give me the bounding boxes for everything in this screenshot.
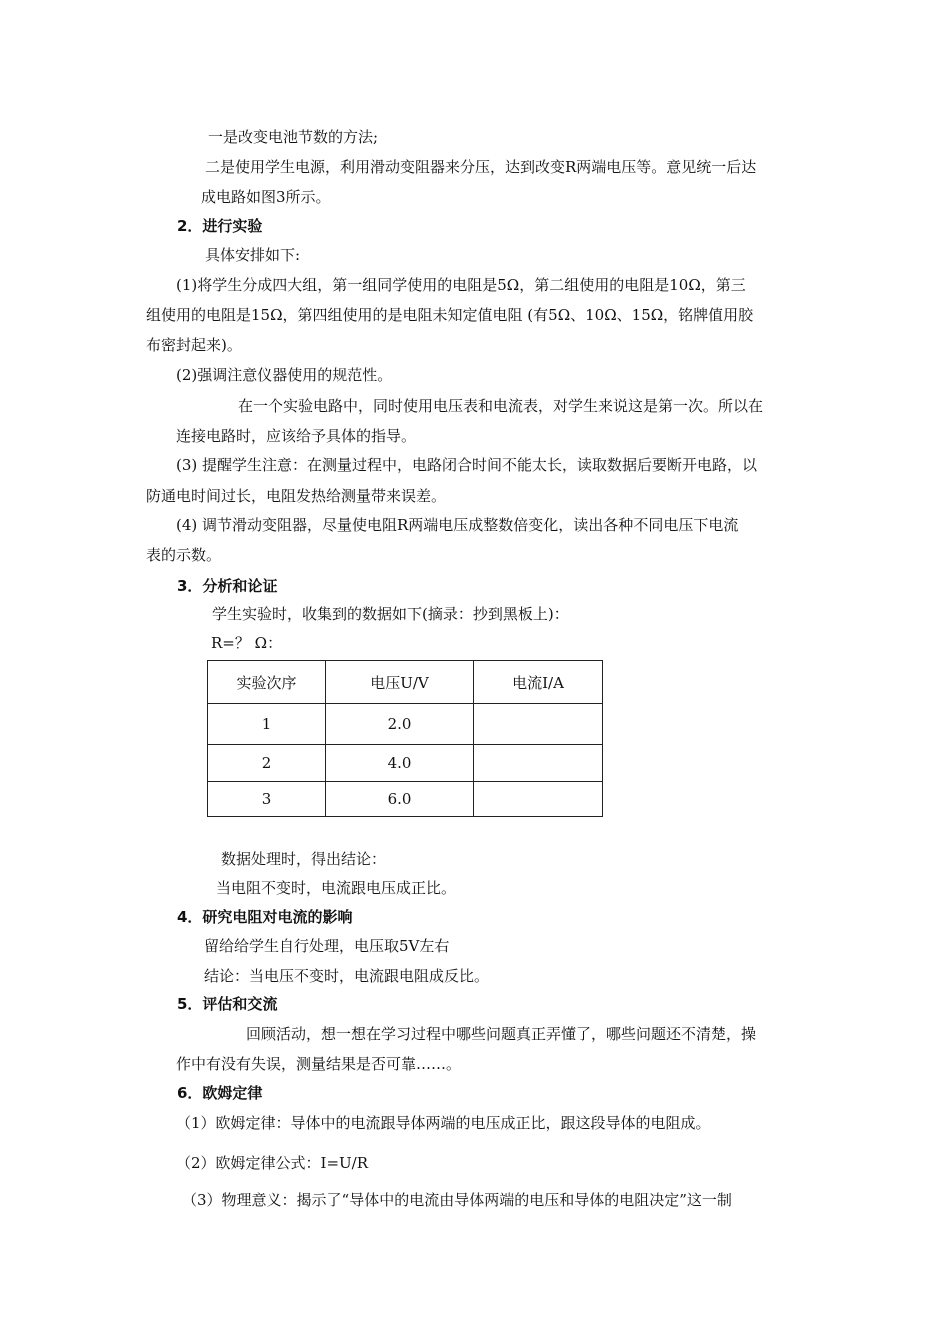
text-line: (3) 提醒学生注意：在测量过程中，电路闭合时间不能太长，读取数据后要断开电路，以 xyxy=(176,456,758,474)
text-line: 二是使用学生电源，利用滑动变阻器来分压，达到改变R两端电压等。意见统一后达 xyxy=(205,158,757,176)
section-heading: 2．进行实验 xyxy=(177,217,263,235)
text-line: 一是改变电池节数的方法; xyxy=(208,128,379,146)
table-header-row xyxy=(208,661,603,704)
table-cell: 6.0 xyxy=(326,782,474,817)
section-heading: 6．欧姆定律 xyxy=(177,1084,263,1102)
table-cell xyxy=(474,782,603,817)
text-line: 当电阻不变时，电流跟电压成正比。 xyxy=(216,879,457,897)
text-line: 成电路如图3所示。 xyxy=(201,188,331,206)
text-line: 学生实验时，收集到的数据如下(摘录：抄到黑板上)： xyxy=(212,605,569,623)
text-line: （1）欧姆定律：导体中的电流跟导体两端的电压成正比，跟这段导体的电阻成。 xyxy=(176,1114,711,1132)
text-line: （3）物理意义：揭示了“导体中的电流由导体两端的电压和导体的电阻决定”这一制 xyxy=(182,1191,732,1209)
table-cell: 3 xyxy=(208,782,326,817)
table-row xyxy=(208,782,603,817)
text-line: 表的示数。 xyxy=(146,546,222,564)
table-row xyxy=(208,704,603,745)
text-line: 在一个实验电路中，同时使用电压表和电流表，对学生来说这是第一次。所以在 xyxy=(238,397,764,415)
table-cell xyxy=(474,745,603,782)
text-line: (4) 调节滑动变阻器，尽量使电阻R两端电压成整数倍变化，读出各种不同电压下电流 xyxy=(176,516,739,534)
table-cell: 4.0 xyxy=(326,745,474,782)
text-line: （2）欧姆定律公式：I=U/R xyxy=(176,1154,369,1172)
table-header-cell: 电压U/V xyxy=(326,661,474,704)
table-header-cell: 实验次序 xyxy=(208,661,326,704)
table-cell: 2.0 xyxy=(326,704,474,745)
text-line: 布密封起来)。 xyxy=(146,336,242,354)
text-line: 结论：当电压不变时，电流跟电阻成反比。 xyxy=(204,967,490,985)
table-cell xyxy=(474,704,603,745)
text-line: (2)强调注意仪器使用的规范性。 xyxy=(176,366,393,384)
table-row xyxy=(208,745,603,782)
text-line: (1)将学生分成四大组，第一组同学使用的电阻是5Ω，第二组使用的电阻是10Ω，第三 xyxy=(176,276,746,294)
section-heading: 4．研究电阻对电流的影响 xyxy=(177,908,353,926)
text-line: 组使用的电阻是15Ω，第四组使用的是电阻未知定值电阻 (有5Ω、10Ω、15Ω，铭牌值用胶 xyxy=(146,306,754,324)
text-line: R=？ Ω： xyxy=(211,634,283,652)
table-cell: 2 xyxy=(208,745,326,782)
table-header-cell: 电流I/A xyxy=(474,661,603,704)
text-line: 连接电路时，应该给予具体的指导。 xyxy=(176,427,417,445)
text-line: 回顾活动，想一想在学习过程中哪些问题真正弄懂了，哪些问题还不清楚，操 xyxy=(246,1025,757,1043)
text-line: 防通电时间过长，电阻发热给测量带来误差。 xyxy=(146,487,447,505)
text-line: 数据处理时，得出结论： xyxy=(221,850,387,868)
table-cell: 1 xyxy=(208,704,326,745)
text-line: 具体安排如下: xyxy=(205,246,301,264)
text-line: 留给给学生自行处理，电压取5V左右 xyxy=(204,937,450,955)
section-heading: 3．分析和论证 xyxy=(177,577,278,595)
section-heading: 5．评估和交流 xyxy=(177,995,278,1013)
data-table xyxy=(207,660,603,817)
text-line: 作中有没有失误，测量结果是否可靠……。 xyxy=(176,1055,462,1073)
